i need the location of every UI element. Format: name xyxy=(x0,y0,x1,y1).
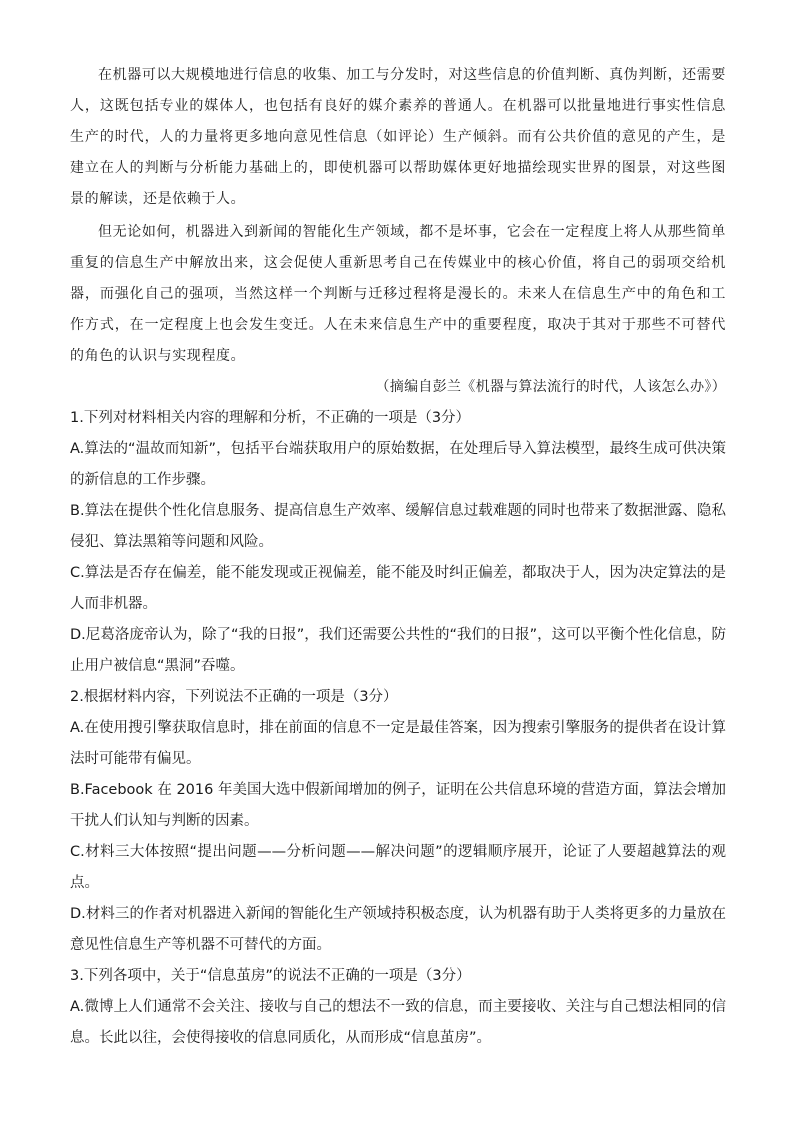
question-1-option-d: D.尼葛洛庞帝认为，除了“我的日报”，我们还需要公共性的“我们的日报”，这可以平衡个性化信息，防止用户被信息“黑洞”吞噬。 xyxy=(70,627,726,674)
question-1-option-a: A.算法的“温故而知新”，包括平台端获取用户的原始数据，在处理后导入算法模型，最终生成可供决策的新信息的工作步骤。 xyxy=(70,441,726,488)
question-1 xyxy=(70,403,726,682)
question-3 xyxy=(70,961,726,1054)
question-2-stem: 2.根据材料内容，下列说法不正确的一项是（3分） xyxy=(70,689,398,705)
passage-paragraph-2: 但无论如何，机器进入到新闻的智能化生产领域，都不是坏事，它会在一定程度上将人从那些简单重复的信息生产中解放出来，这会促使人重新思考自己在传媒业中的核心价值，将自己的弱项交给机器，而强化自己的强项，当然这样一个判断与迁移过程将是漫长的。未来人在信息生产中的角色和工作方式，在一定程度上也会发生变迁。人在未来信息生产中的重要程度，取决于其对于那些不可替代的角色的认识与实现程度。 xyxy=(70,224,726,364)
question-2-option-a: A.在使用搜引擎获取信息时，排在前面的信息不一定是最佳答案，因为搜索引擎服务的提供者在设计算法时可能带有偏见。 xyxy=(70,720,726,767)
question-3-stem: 3.下列各项中，关于“信息茧房”的说法不正确的一项是（3分） xyxy=(70,968,471,984)
question-2-option-b: B.Facebook 在 2016 年美国大选中假新闻增加的例子，证明在公共信息环境的营造方面，算法会增加干扰人们认知与判断的因素。 xyxy=(70,782,726,829)
question-1-option-b: B.算法在提供个性化信息服务、提高信息生产效率、缓解信息过载难题的同时也带来了数据泄露、隐私侵犯、算法黑箱等问题和风险。 xyxy=(70,503,726,550)
exam-page xyxy=(70,60,726,1054)
question-3-option-a: A.微博上人们通常不会关注、接收与自己的想法不一致的信息，而主要接收、关注与自己想法相同的信息。长此以往，会使得接收的信息同质化，从而形成“信息茧房”。 xyxy=(70,999,726,1046)
passage-source: （摘编自彭兰《机器与算法流行的时代，人该怎么办》） xyxy=(375,379,726,395)
question-2-option-d: D.材料三的作者对机器进入新闻的智能化生产领域持积极态度，认为机器有助于人类将更多的力量放在意见性信息生产等机器不可替代的方面。 xyxy=(70,906,726,953)
passage-paragraph-1: 在机器可以大规模地进行信息的收集、加工与分发时，对这些信息的价值判断、真伪判断，还需要人，这既包括专业的媒体人，也包括有良好的媒介素养的普通人。在机器可以批量地进行事实性信息生产的时代，人的力量将更多地向意见性信息（如评论）生产倾斜。而有公共价值的意见的产生，是建立在人的判断与分析能力基础上的，即使机器可以帮助媒体更好地描绘现实世界的图景，对这些图景的解读，还是依赖于人。 xyxy=(70,67,726,207)
question-2-option-c: C.材料三大体按照“提出问题——分析问题——解决问题”的逻辑顺序展开，论证了人要超越算法的观点。 xyxy=(70,844,726,891)
question-2 xyxy=(70,682,726,961)
question-1-stem: 1.下列对材料相关内容的理解和分析，不正确的一项是（3分） xyxy=(70,410,471,426)
question-1-option-c: C.算法是否存在偏差，能不能发现或正视偏差，能不能及时纠正偏差，都取决于人，因为决定算法的是人而非机器。 xyxy=(70,565,726,612)
